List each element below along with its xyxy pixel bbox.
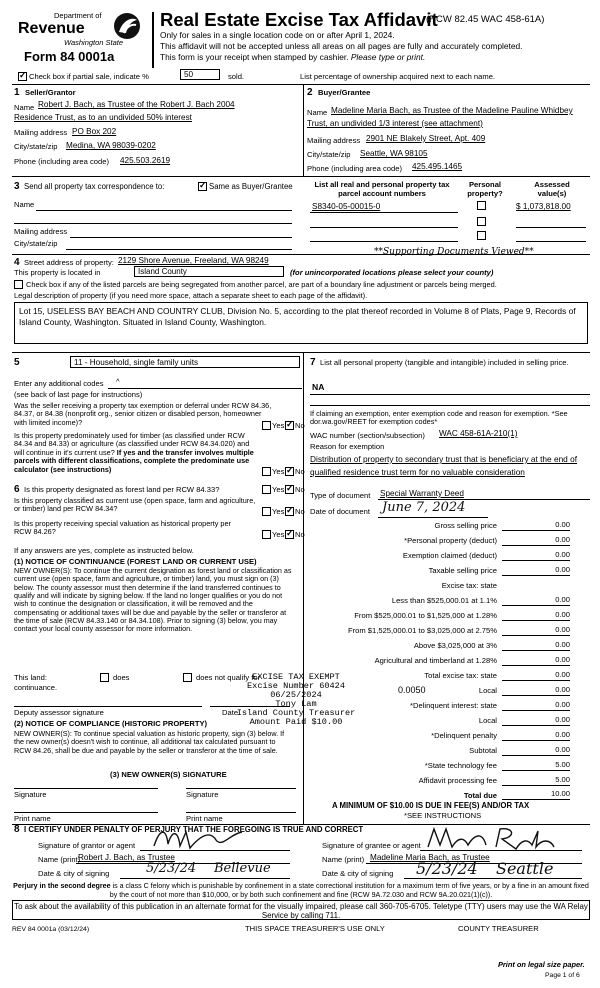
calc-line[interactable]: [502, 770, 570, 771]
calc-line[interactable]: [502, 650, 570, 651]
new-owner-sig-line-2[interactable]: [186, 788, 296, 789]
stamp-line-5: Island County Treasurer: [236, 708, 356, 719]
does-not-qualify-checkbox[interactable]: [183, 673, 192, 682]
calc-label: Total excise tax: state: [424, 671, 497, 680]
historic-yes-checkbox[interactable]: [262, 530, 271, 539]
calc-line[interactable]: [502, 635, 570, 636]
stamp-line-4: Tony Lam: [275, 699, 317, 710]
treasurer-use-label: THIS SPACE TREASURER'S USE ONLY: [245, 924, 385, 933]
calc-value: 0.00: [555, 640, 570, 649]
parcel-line-3[interactable]: [310, 241, 458, 242]
calc-label: Exemption claimed (deduct): [402, 551, 497, 560]
calc-line[interactable]: [502, 545, 570, 546]
seller-phone: 425.503.2619: [120, 156, 171, 165]
grantee-name-label: Name (print): [322, 855, 365, 864]
document-date-line[interactable]: [378, 517, 488, 518]
revenue-logo-icon: [110, 11, 144, 41]
receipt-note: This form is your receipt when stamped by cashier.: [160, 52, 349, 62]
deputy-date-label: Date: [222, 708, 239, 717]
continuance-heading: (1) NOTICE OF CONTINUANCE (FOREST LAND OR CURRENT USE): [14, 557, 257, 566]
assessed-heading-2: value(s): [537, 188, 567, 198]
seller-address: PO Box 202: [72, 127, 117, 136]
forest-no-label: No: [295, 485, 305, 494]
current-use-no-checkbox[interactable]: [285, 507, 294, 516]
partial-sale-label: Check box if partial sale, indicate %: [29, 72, 149, 81]
calc-value: 0.00: [555, 745, 570, 754]
buyer-phone: 425.495.1465: [412, 162, 463, 171]
grantee-signing-date: 5/23/24: [416, 859, 478, 878]
minimum-due-note: A MINIMUM OF $10.00 IS DUE IN FEE(S) AND/OR TAX: [332, 801, 530, 810]
certification-statement: I CERTIFY UNDER PENALTY OF PERJURY THAT THE FOREGOING IS TRUE AND CORRECT: [24, 825, 364, 834]
county-value: Island County: [138, 267, 187, 276]
legal-description-label: Legal description of property (if you need more space, attach a separate sheet to each page of the affidavit).: [14, 291, 368, 300]
calc-line[interactable]: [502, 710, 570, 711]
sec3-address-label: Mailing address: [14, 227, 68, 236]
page-title: Real Estate Excise Tax Affidavit: [160, 9, 438, 30]
compliance-heading: (2) NOTICE OF COMPLIANCE (HISTORIC PROPERTY): [14, 719, 208, 728]
calc-line[interactable]: [502, 605, 570, 606]
grantor-date-label: Date & city of signing: [38, 869, 110, 878]
calc-value: 0.00: [555, 685, 570, 694]
county-treasurer-label: COUNTY TREASURER: [458, 924, 539, 933]
document-date: June 7, 2024: [382, 500, 466, 515]
calc-line[interactable]: [502, 680, 570, 681]
parcel-line-2[interactable]: [310, 227, 458, 228]
calc-label: Subtotal: [469, 746, 497, 755]
revenue-label: Revenue: [18, 20, 85, 37]
calc-label: Affidavit processing fee: [418, 776, 497, 785]
calc-label: Taxable selling price: [428, 566, 497, 575]
grantor-date-line[interactable]: [120, 878, 290, 879]
assessed-heading: [520, 181, 584, 198]
calc-value: 0.00: [555, 700, 570, 709]
sec3-name-line2[interactable]: [14, 223, 292, 224]
q2-no-label: No: [295, 467, 305, 476]
grantor-signing-city: Bellevue: [214, 861, 271, 876]
historic-question: Is this property receiving special valuation as historical property per RCW 84.26?: [14, 519, 231, 537]
assessed-line-2[interactable]: [516, 227, 586, 228]
header-divider: [152, 12, 154, 68]
personal-property-line-1[interactable]: [310, 394, 590, 395]
timber-question-bold: If yes and the transfer involves multiple parcels with different classifications, complete the predominate use calculator (see instructions): [14, 447, 254, 474]
does-not-qualify-label: does not qualify for: [196, 673, 261, 682]
section-8-number: 8: [14, 824, 20, 835]
form-revision: REV 84 0001a (03/12/24): [12, 926, 90, 933]
assessed-line-3[interactable]: [516, 241, 586, 242]
parcel-number-1: S8340-05-00015-0: [312, 202, 381, 211]
q1-no-checkbox[interactable]: [285, 421, 294, 430]
section-1-2-divider: [303, 84, 304, 176]
sec3-name-line[interactable]: [36, 210, 292, 211]
section-5-7-divider: [303, 352, 304, 824]
accessibility-text: To ask about the availability of this publication in an alternate format for the visually impaired, please call 360-705-6705. Teletype (TTY) users may use the WA Relay Service by calling 711.: [14, 902, 588, 921]
timber-question: [14, 432, 260, 474]
continuance-body: NEW OWNER(S): To continue the current designation as forest land or classification as current use (open space, farm and agriculture, or timber) land, you must sign on (3) below. The county assessor must then determine if the land transferred continues to qualify and will indicate by signing below. If the land no longer qualifies or you do not wish to continue the designation or classification, it will be removed and the compensating or additional taxes will be due and payable by the seller or transferor at the time of sale (RCW 84.33.140 or 84.34.108). Prior to signing (3) below, you may contact your local county assessor for more information.: [14, 566, 292, 634]
stamp-line-6: Amount Paid $10.00: [249, 717, 343, 728]
personal-heading-2: property?: [467, 188, 503, 198]
seller-city-label: City/state/zip: [14, 142, 58, 151]
rcw-reference: (RCW 82.45 WAC 458-61A): [426, 14, 545, 25]
street-label: Street address of property:: [24, 258, 114, 267]
calc-value: 0.00: [555, 550, 570, 559]
calc-value: 0.00: [555, 520, 570, 529]
print-legal-note: Print on legal size paper.: [498, 960, 585, 969]
section-1-2-top-rule: [12, 84, 590, 85]
grantee-printed-name: Madeline Maria Bach, as Trustee: [370, 853, 490, 862]
ownership-note: List percentage of ownership acquired next to each name.: [300, 72, 496, 81]
calc-label: Gross selling price: [434, 521, 497, 530]
personal-property-line-2[interactable]: [310, 405, 590, 406]
additional-codes-value: ^: [116, 377, 120, 386]
calc-label: Total due: [463, 791, 497, 800]
continuance-label: continuance.: [14, 683, 58, 692]
header-logo-block: [12, 12, 152, 66]
deputy-assessor-label: Deputy assessor signature: [14, 708, 104, 717]
current-use-no-label: No: [295, 507, 305, 516]
type-or-print-note: Please type or print.: [350, 52, 426, 62]
buyer-name-line2: Trust, an undivided 1/3 interest (see attachment): [307, 119, 483, 128]
does-label: does: [113, 673, 130, 682]
grantor-signing-date: 5/23/24: [146, 861, 197, 876]
street-address: 2129 Shore Avenue, Freeland, WA 98249: [118, 256, 269, 265]
calc-value: 5.00: [555, 760, 570, 769]
forest-no-checkbox[interactable]: [285, 485, 294, 494]
deputy-assessor-line[interactable]: [14, 706, 202, 707]
calc-value: 0.00: [555, 730, 570, 739]
same-as-buyer-label: Same as Buyer/Grantee: [209, 182, 293, 191]
perjury-text: is a class C felony which is punishable by confinement in a state correctional institution for a maximum term of five years, or by a fine in an amount fixed by the court of not more than $10,000, or by both such confinement and fine (RCW 9A.72.030 and RCW 9A.20.021(1)(c)).: [109, 882, 589, 899]
does-qualify-checkbox[interactable]: [100, 673, 109, 682]
buyer-city-label: City/state/zip: [307, 150, 351, 159]
calc-value: 0.00: [555, 655, 570, 664]
new-owner-sig-label-1: Signature: [14, 790, 47, 799]
exemption-question: Was the seller receiving a property tax exemption or deferral under RCW 84.36, 84.37, or 84.38 (nonprofit org., senior citizen or disabled person, homeowner with limited income)?: [14, 401, 272, 427]
section-4-number: 4: [14, 257, 20, 268]
grantee-date-label: Date & city of signing: [322, 869, 394, 878]
calc-line[interactable]: [502, 695, 570, 696]
seller-name: Robert J. Bach, as Trustee of the Robert J. Bach 2004: [38, 100, 235, 109]
land-use-code-select[interactable]: [70, 356, 300, 368]
calc-label: Excise tax: state: [441, 581, 497, 590]
personal-property-value: NA: [312, 382, 325, 392]
parcels-heading: [312, 181, 452, 198]
q2-no-checkbox[interactable]: [285, 467, 294, 476]
personal-property-checkbox-2[interactable]: [477, 217, 486, 226]
assessed-value-1: $ 1,073,818.00: [516, 202, 571, 211]
see-instructions-note: *SEE INSTRUCTIONS: [404, 811, 482, 820]
segregated-note: Check box if any of the listed parcels are being segregated from another parcel, are part of a boundary line adjustment or parcels being merged.: [26, 280, 497, 289]
compliance-body: NEW OWNER(S): To continue special valuation as historic property, sign (3) below. If the new owner(s) doesn't wish to continue, all additional tax calculated pursuant to RCW 84.26, shall be due and payable by the seller or transferor at the time of sale.: [14, 729, 285, 755]
personal-heading-1: Personal: [468, 180, 502, 189]
wac-number: WAC 458-61A-210(1): [439, 429, 518, 438]
stamp-line-2: Excise Number 60424: [247, 681, 345, 692]
seller-phone-label: Phone (including area code): [14, 157, 109, 166]
calc-label: From $1,525,000.01 to $3,025,000 at 2.75%: [347, 626, 497, 635]
calc-line[interactable]: [502, 740, 570, 741]
q1-yes-checkbox[interactable]: [262, 421, 271, 430]
sold-label: sold.: [228, 72, 245, 81]
stamp-line-3: 06/25/2024: [270, 690, 322, 701]
seller-heading: Seller/Grantor: [25, 88, 76, 97]
local-rate: 0.0050: [398, 685, 426, 695]
sec3-address-line[interactable]: [70, 237, 292, 238]
q1-yes-label: Yes: [272, 421, 285, 430]
buyer-name: Madeline Maria Bach, as Trustee of the Madeline Pauline Whidbey: [331, 106, 573, 115]
current-use-question: Is this property classified as current use (open space, farm and agriculture, or timber) land per RCW 84.34?: [14, 496, 256, 514]
additional-codes-label: Enter any additional codes: [14, 379, 104, 388]
sec3-city-line[interactable]: [66, 249, 292, 250]
calc-label: Agricultural and timberland at 1.28%: [374, 656, 497, 665]
new-owner-signature-heading: (3) NEW OWNER(S) SIGNATURE: [110, 770, 227, 779]
personal-property-checkbox-3[interactable]: [477, 231, 486, 240]
section-3-number: 3: [14, 181, 20, 192]
parcels-heading-2: parcel account numbers: [338, 188, 426, 198]
exemption-reason: Distribution of property to secondary trust that is beneficiary at the end of qualified residence trust term for no valuable consideration: [310, 454, 578, 477]
forest-land-question: Is this property designated as forest land per RCW 84.33?: [24, 485, 220, 494]
perjury-warning: [12, 882, 590, 899]
document-date-label: Date of document: [310, 507, 370, 516]
supporting-docs-stamp: **Supporting Documents Viewed**: [374, 247, 534, 257]
grantee-date-line[interactable]: [404, 878, 582, 879]
perjury-bold: Perjury in the second degree: [13, 882, 111, 890]
calc-line[interactable]: [502, 665, 570, 666]
section-6-number: 6: [14, 484, 20, 495]
calc-value: 0.00: [555, 625, 570, 634]
calc-label: Local: [478, 716, 497, 725]
q2-yes-label: Yes: [272, 467, 285, 476]
calc-value: 0.00: [555, 565, 570, 574]
state-label: Washington State: [64, 38, 124, 47]
calc-line[interactable]: [502, 575, 570, 576]
legal-description-text: Lot 15, USELESS BAY BEACH AND COUNTRY CLUB, Division No. 5, according to the plat thereof recorded in Volume 8 of Plats, Page 9, Records of Island County, Washington. Situated in Island County, Washington.: [19, 306, 576, 328]
seller-address-label: Mailing address: [14, 128, 68, 137]
same-as-buyer-checkbox[interactable]: [198, 182, 207, 191]
calc-value: 0.00: [555, 610, 570, 619]
excise-tax-stamp: [226, 673, 366, 727]
partial-percent-value: 50: [184, 70, 194, 79]
grantee-signature-scribble: [424, 823, 564, 853]
new-owner-sig-line-1[interactable]: [14, 788, 158, 789]
wac-label: WAC number (section/subsection): [310, 431, 425, 440]
calc-label: *State technology fee: [424, 761, 497, 770]
forest-yes-checkbox[interactable]: [262, 485, 271, 494]
partial-percent-field[interactable]: [180, 69, 220, 80]
section-2-number: 2: [307, 87, 313, 98]
parcels-heading-1: List all real and personal property tax: [314, 180, 450, 189]
historic-yes-label: Yes: [272, 530, 285, 539]
new-owner-print-line-2[interactable]: [186, 812, 296, 813]
calc-line[interactable]: [502, 530, 570, 531]
calc-value: 0.00: [555, 595, 570, 604]
additional-codes-line[interactable]: [108, 388, 302, 389]
section-3-label: Send all property tax correspondence to:: [24, 182, 165, 191]
document-type: Special Warranty Deed: [380, 489, 464, 498]
calc-value: 0.00: [555, 715, 570, 724]
calc-label: *Delinquent penalty: [431, 731, 497, 740]
seller-name-line2: Residence Trust, as to an undivided 50% interest: [14, 113, 192, 122]
section-3-rule: [12, 176, 590, 177]
new-owner-print-line-1[interactable]: [14, 812, 158, 813]
personal-property-checkbox-1[interactable]: [477, 201, 486, 210]
legal-description-box[interactable]: [14, 302, 588, 344]
q1-no-label: No: [295, 421, 305, 430]
exemption-reason-label: Reason for exemption: [310, 442, 385, 451]
calc-line[interactable]: [502, 725, 570, 726]
land-use-code-value: 11 - Household, single family units: [74, 358, 199, 367]
current-use-yes-checkbox[interactable]: [262, 507, 271, 516]
page-number: Page 1 of 6: [545, 972, 580, 979]
county-select[interactable]: [134, 266, 284, 277]
calc-value: 10.00: [550, 789, 570, 798]
buyer-address-label: Mailing address: [307, 136, 361, 145]
header-line2: This affidavit will not be accepted unless all areas on all pages are fully and accurately completed.: [160, 41, 523, 51]
buyer-address: 2901 NE Blakely Street, Apt. 409: [366, 134, 486, 143]
this-land-label: This land:: [14, 673, 47, 682]
q2-yes-checkbox[interactable]: [262, 467, 271, 476]
personal-property-label: List all personal property (tangible and intangible) included in selling price.: [320, 358, 569, 367]
stamp-line-1: EXCISE TAX EXEMPT: [252, 672, 340, 682]
form-number: Form 84 0001a: [24, 49, 115, 64]
seller-city: Medina, WA 98039-0202: [66, 141, 156, 150]
calc-label: *Personal property (deduct): [404, 536, 497, 545]
grantor-signature-scribble: [150, 826, 260, 852]
new-owner-sig-label-2: Signature: [186, 790, 219, 799]
historic-no-label: No: [295, 530, 305, 539]
located-label: This property is located in: [14, 268, 101, 277]
personal-property-heading: [460, 181, 510, 198]
calc-label: *Delinquent interest: state: [410, 701, 497, 710]
historic-no-checkbox[interactable]: [285, 530, 294, 539]
grantee-signature-label: Signature of grantee or agent: [322, 841, 421, 850]
calc-label: Above $3,025,000 at 3%: [413, 641, 497, 650]
additional-codes-note: (see back of last page for instructions): [14, 390, 143, 399]
calc-line[interactable]: [502, 620, 570, 621]
assessed-heading-1: Assessed: [534, 180, 570, 189]
if-yes-note: If any answers are yes, complete as instructed below.: [14, 546, 194, 555]
header-line3: [160, 53, 425, 63]
dept-label: Department of: [54, 11, 102, 20]
section-4-rule: [12, 254, 590, 255]
parcel-line-1[interactable]: [310, 212, 458, 213]
new-owner-print-label-2: Print name: [186, 814, 223, 823]
calc-label: Less than $525,000.01 at 1.1%: [391, 596, 497, 605]
buyer-city: Seattle, WA 98105: [360, 149, 428, 158]
section-5-number: 5: [14, 357, 20, 368]
unincorporated-note: (for unincorporated locations please select your county): [290, 268, 494, 277]
buyer-name-label: Name: [307, 108, 328, 117]
sec3-city-label: City/state/zip: [14, 239, 58, 248]
grantor-printed-name: Robert J. Bach, as Trustee: [78, 853, 175, 862]
exemption-claim-note: If claiming an exemption, enter exemption code and reason for exemption. *See dor.wa.gov/REET for exemption codes*: [310, 409, 568, 427]
buyer-phone-label: Phone (including area code): [307, 164, 402, 173]
buyer-heading: Buyer/Grantee: [318, 88, 371, 97]
header-line1: Only for sales in a single location code on or after April 1, 2024.: [160, 30, 395, 40]
calc-label: From $525,000.01 to $1,525,000 at 1.28%: [354, 611, 497, 620]
seller-name-label: Name: [14, 103, 35, 112]
document-type-label: Type of document: [310, 491, 371, 500]
sec3-name-label: Name: [14, 200, 35, 209]
grantor-signature-label: Signature of grantor or agent: [38, 841, 136, 850]
current-use-yes-label: Yes: [272, 507, 285, 516]
segregated-checkbox[interactable]: [14, 280, 23, 289]
calc-line[interactable]: [502, 755, 570, 756]
calc-value: 5.00: [555, 775, 570, 784]
calc-line[interactable]: [502, 785, 570, 786]
calc-value: 0.00: [555, 670, 570, 679]
grantor-name-label: Name (print): [38, 855, 81, 864]
accessibility-box: [12, 900, 590, 920]
section-7-number: 7: [310, 357, 316, 368]
calc-line[interactable]: [502, 799, 570, 800]
new-owner-print-label-1: Print name: [14, 814, 51, 823]
calc-value: 0.00: [555, 535, 570, 544]
timber-question-text: Is this property predominately used for timber (as classified under RCW 84.34 and 84.33) or agriculture (as classified under RCW 84.34.020) and will continue in it's current use?: [14, 431, 250, 457]
section-5-rule: [12, 352, 590, 353]
section-1-number: 1: [14, 87, 20, 98]
partial-sale-checkbox[interactable]: [18, 72, 27, 81]
calc-line[interactable]: [502, 560, 570, 561]
grantee-signing-city: Seattle: [496, 859, 554, 878]
forest-yes-label: Yes: [272, 485, 285, 494]
calc-label: Local: [478, 686, 497, 695]
